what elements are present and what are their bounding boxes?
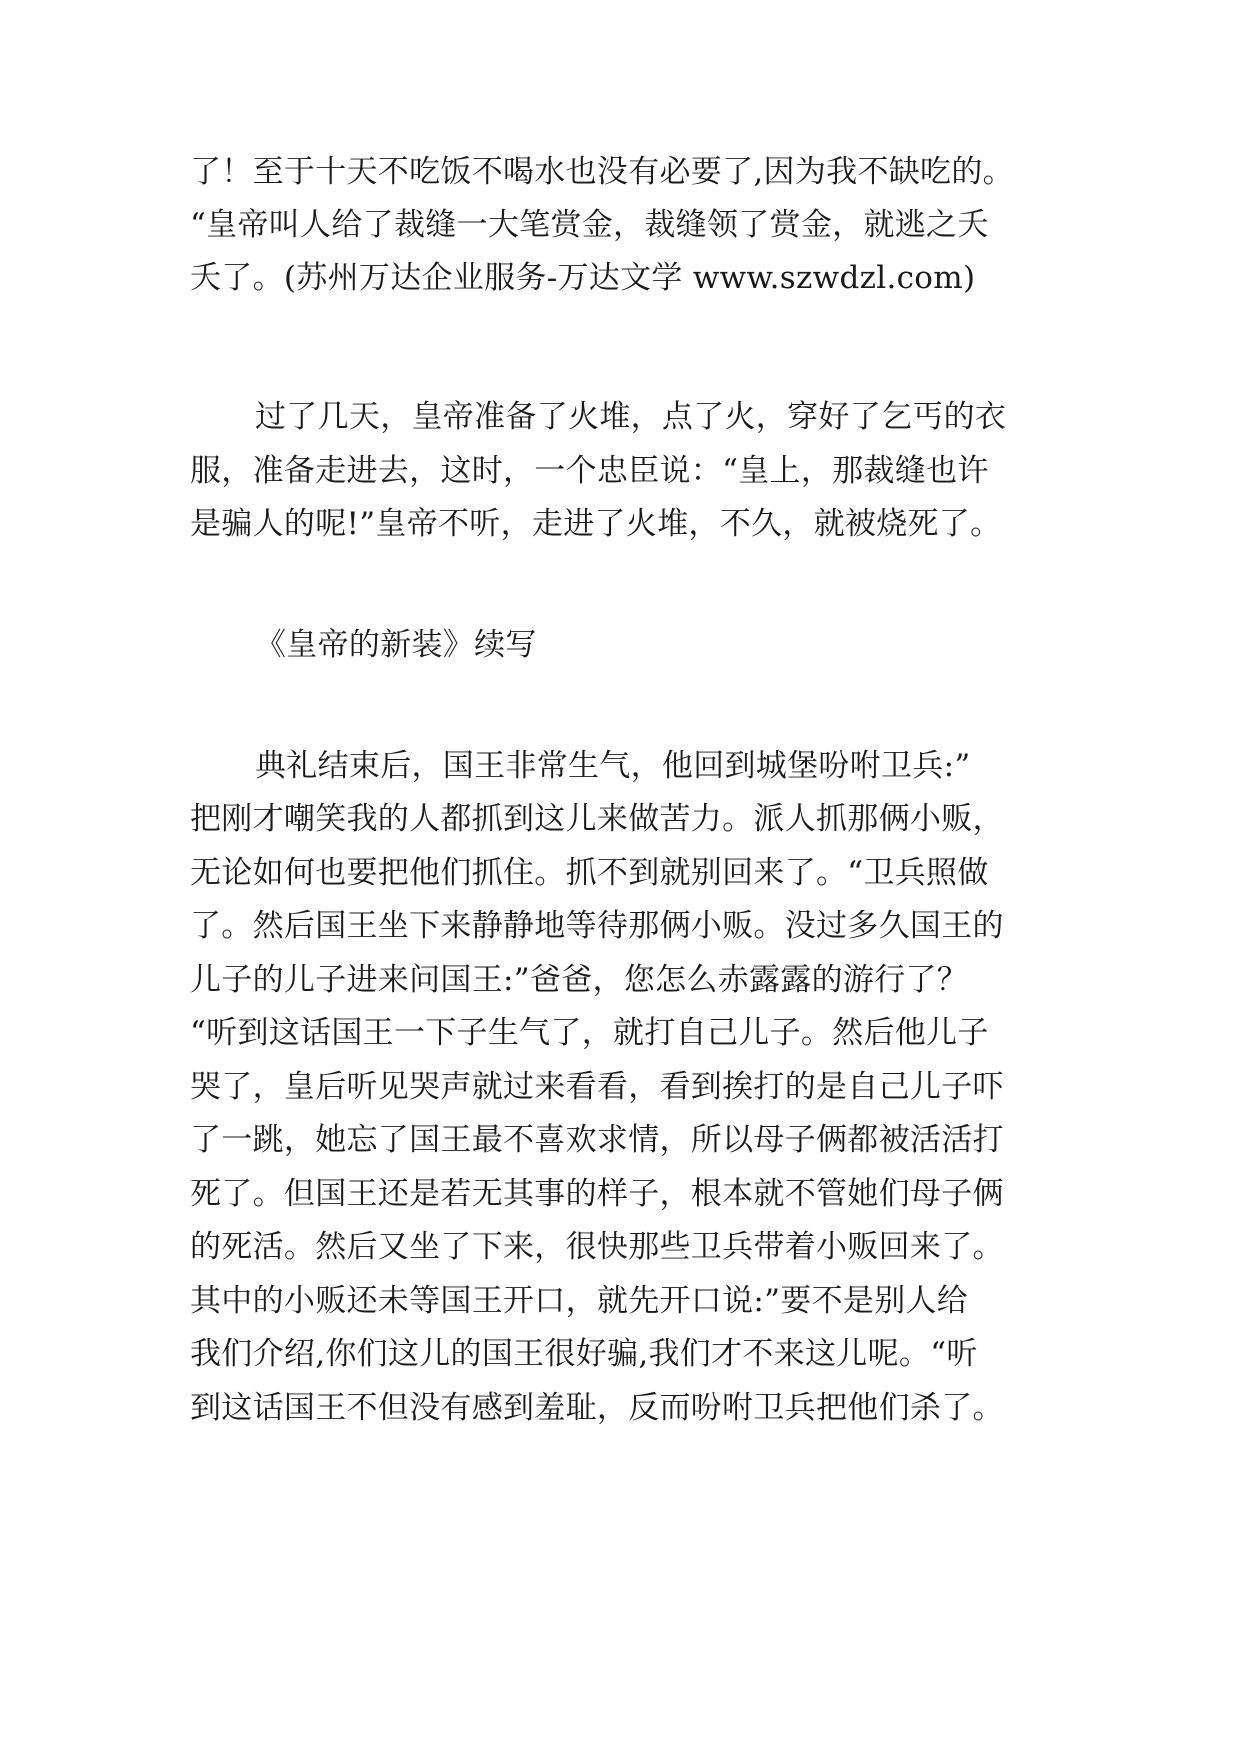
paragraph-4-line-13: 到这话国王不但没有感到羞耻，反而吩咐卫兵把他们杀了。	[190, 1390, 1004, 1426]
paragraph-4-line-11: 其中的小贩还未等国王开口，就先开口说:”要不是别人给	[190, 1283, 969, 1319]
paragraph-4-line-3: 无论如何也要把他们抓住。抓不到就别回来了。“卫兵照做	[190, 855, 989, 891]
paragraph-1-line-3: 夭了。(苏州万达企业服务-万达文学 www.szwdzl.com)	[190, 260, 976, 296]
paragraph-4-line-1: 典礼结束后，国王非常生气，他回到城堡吩咐卫兵:”	[255, 748, 971, 784]
paragraph-2-line-3: 是骗人的呢!”皇帝不听，走进了火堆，不久，就被烧死了。	[190, 506, 1002, 542]
paragraph-4-line-8: 了一跳，她忘了国王最不喜欢求情，所以母子俩都被活活打	[190, 1122, 1004, 1158]
paragraph-1-line-2: “皇帝叫人给了裁缝一大笔赏金，裁缝领了赏金，就逃之夭	[190, 207, 989, 243]
paragraph-2-line-1: 过了几天，皇帝准备了火堆，点了火，穿好了乞丐的衣	[255, 399, 1007, 435]
section-heading: 《皇帝的新装》续写	[255, 627, 537, 663]
paragraph-4-line-5: 儿子的儿子进来问国王:”爸爸，您怎么赤露露的游行了？	[190, 962, 969, 998]
paragraph-4-line-10: 的死活。然后又坐了下来，很快那些卫兵带着小贩回来了。	[190, 1229, 1004, 1265]
paragraph-4-line-7: 哭了，皇后听见哭声就过来看看，看到挨打的是自己儿子吓	[190, 1069, 1004, 1105]
paragraph-4-line-9: 死了。但国王还是若无其事的样子，根本就不管她们母子俩	[190, 1176, 1004, 1212]
paragraph-4-line-6: “听到这话国王一下子生气了，就打自己儿子。然后他儿子	[190, 1015, 989, 1051]
paragraph-4-line-2: 把刚才嘲笑我的人都抓到这儿来做苦力。派人抓那俩小贩，	[190, 801, 1004, 837]
paragraph-4-line-12: 我们介绍,你们这儿的国王很好骗,我们才不来这儿呢。“听	[190, 1336, 978, 1372]
paragraph-1-line-1: 了！至于十天不吃饭不喝水也没有必要了,因为我不缺吃的。	[190, 154, 1014, 190]
paragraph-2-line-2: 服，准备走进去，这时，一个忠臣说：“皇上，那裁缝也许	[190, 453, 989, 489]
paragraph-4-line-4: 了。然后国王坐下来静静地等待那俩小贩。没过多久国王的	[190, 908, 1004, 944]
